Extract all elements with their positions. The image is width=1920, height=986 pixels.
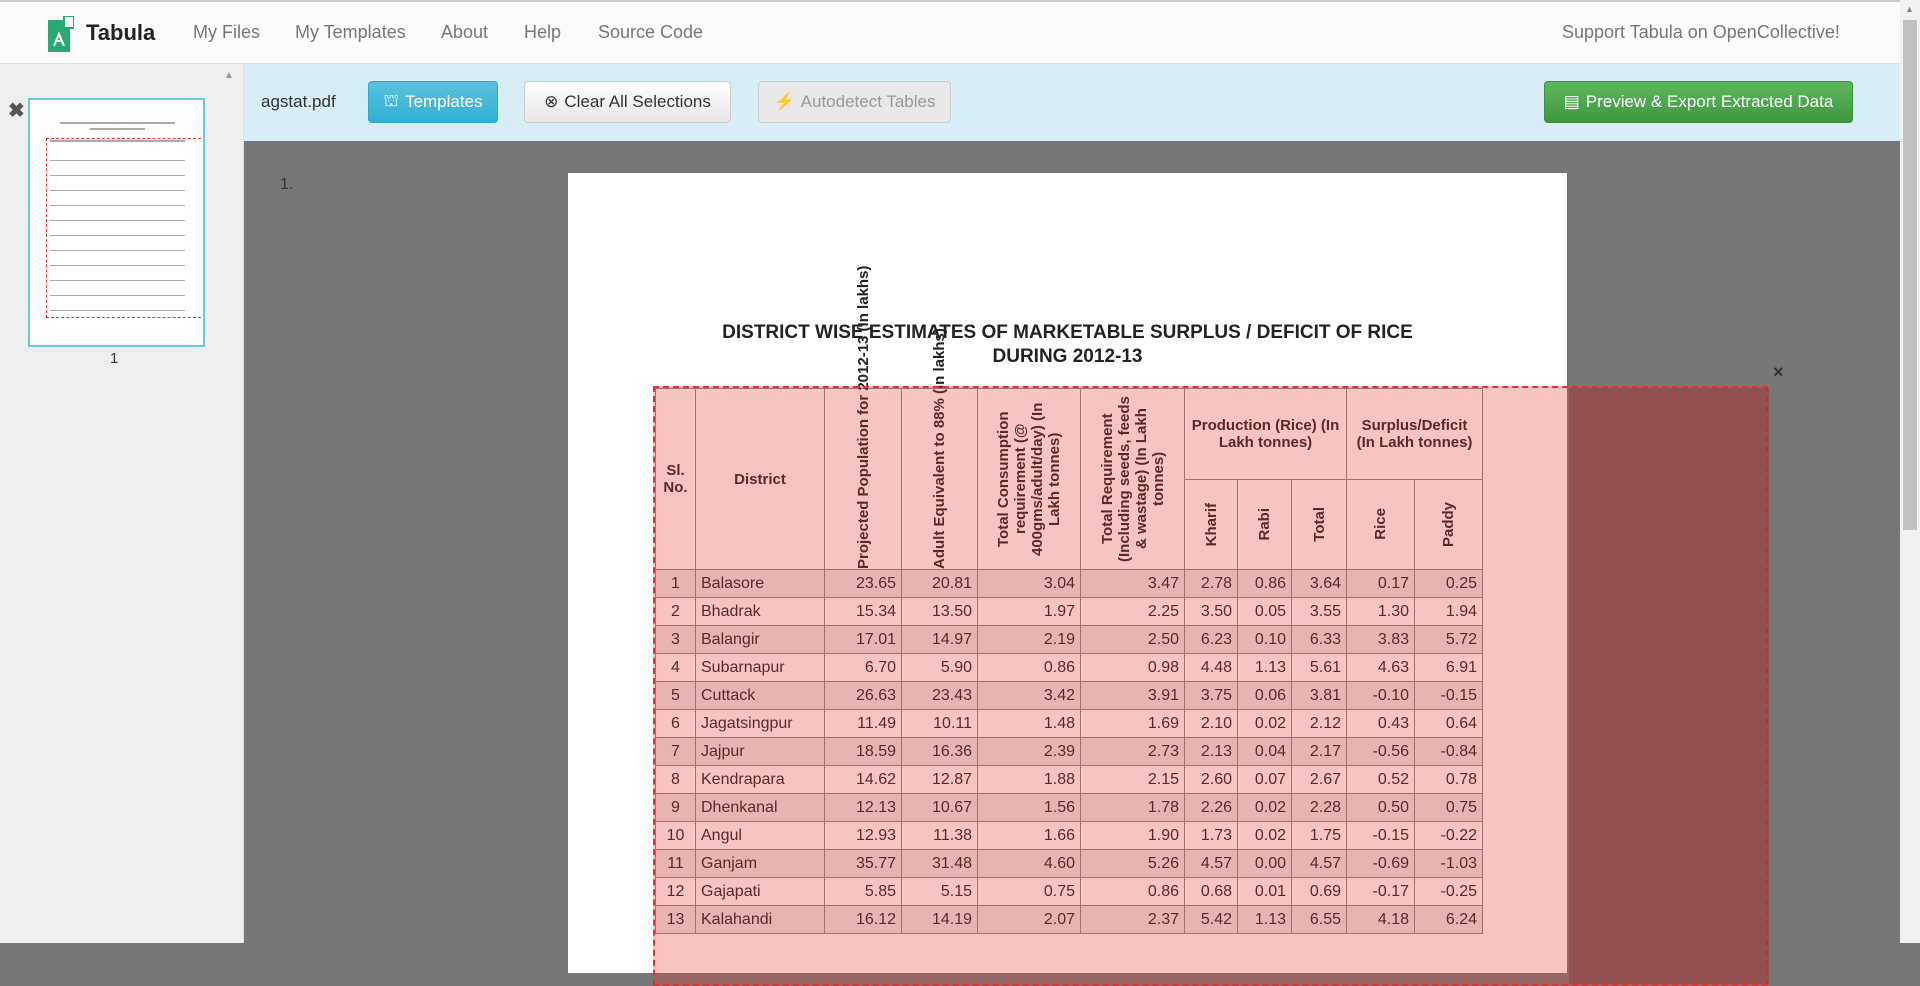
nav-source-code[interactable]: Source Code [598,22,704,42]
table-cell: Dhenkanal [696,794,825,822]
table-cell: 7 [656,738,696,766]
table-cell: 6 [656,710,696,738]
table-cell: 2.50 [1081,626,1185,654]
table-cell: 0.01 [1238,878,1292,906]
table-cell: Jagatsingpur [696,710,825,738]
table-cell: 1.78 [1081,794,1185,822]
table-cell: 14.62 [825,766,902,794]
table-cell: 0.69 [1292,878,1347,906]
table-cell: 1.30 [1347,598,1415,626]
table-cell: 1.75 [1292,822,1347,850]
table-cell: 0.02 [1238,794,1292,822]
table-cell: Kalahandi [696,906,825,934]
table-cell: Ganjam [696,850,825,878]
thumbnail-page-number: 1 [110,350,119,367]
table-cell: Balasore [696,570,825,598]
table-cell: 10 [656,822,696,850]
brand[interactable]: Tabula [86,20,156,45]
table-cell: 2.17 [1292,738,1347,766]
nav-support-link[interactable]: Support Tabula on OpenCollective! [1562,22,1840,42]
table-cell: -0.25 [1415,878,1483,906]
table-cell: 3.55 [1292,598,1347,626]
header-production: Production (Rice) (In Lakh tonnes) [1185,389,1347,480]
table-cell: Subarnapur [696,654,825,682]
table-cell: 16.36 [902,738,978,766]
header-pop: Projected Population for 2012-13 (In lakhs) [825,389,902,570]
table-cell: 0.75 [1415,794,1483,822]
table-cell: Balangir [696,626,825,654]
table-cell: 3.04 [978,570,1081,598]
table-cell: 1.56 [978,794,1081,822]
table-cell: 14.19 [902,906,978,934]
table-cell: 20.81 [902,570,978,598]
table-cell: 1.66 [978,822,1081,850]
page-number-label: 1. [280,176,294,193]
table-cell: -0.69 [1347,850,1415,878]
table-cell: 2 [656,598,696,626]
table-cell: 2.26 [1185,794,1238,822]
table-cell: 0.52 [1347,766,1415,794]
table-cell: 3 [656,626,696,654]
table-cell: 11.49 [825,710,902,738]
table-cell: 1.73 [1185,822,1238,850]
table-cell: 10.11 [902,710,978,738]
table-cell: 2.25 [1081,598,1185,626]
table-cell: Cuttack [696,682,825,710]
table-cell: 4.57 [1185,850,1238,878]
table-cell: 1.88 [978,766,1081,794]
page-scrollbar[interactable] [1900,0,1920,943]
table-cell: 6.24 [1415,906,1483,934]
table-cell: 31.48 [902,850,978,878]
table-cell: Bhadrak [696,598,825,626]
table-cell: 3.42 [978,682,1081,710]
table-cell: 0.17 [1347,570,1415,598]
table-cell: Kendrapara [696,766,825,794]
table-cell: 23.43 [902,682,978,710]
table-cell: 0.00 [1238,850,1292,878]
filename: agstat.pdf [261,92,336,111]
table-cell: 2.07 [978,906,1081,934]
table-cell: 12.13 [825,794,902,822]
table-cell: 11 [656,850,696,878]
table-cell: 1.13 [1238,654,1292,682]
header-surplus: Surplus/Deficit (In Lakh tonnes) [1347,389,1483,480]
table-cell: 3.64 [1292,570,1347,598]
table-cell: 0.68 [1185,878,1238,906]
table-cell: 5.42 [1185,906,1238,934]
table-cell: 9 [656,794,696,822]
table-cell: 4.63 [1347,654,1415,682]
table-cell: 0.07 [1238,766,1292,794]
table-cell: 2.73 [1081,738,1185,766]
table-cell: 0.86 [978,654,1081,682]
scroll-up-arrow[interactable]: ▲ [1905,4,1914,14]
table-cell: -0.17 [1347,878,1415,906]
table-cell: 4.48 [1185,654,1238,682]
table-cell: 2.37 [1081,906,1185,934]
table-cell: 0.64 [1415,710,1483,738]
table-cell: 3.47 [1081,570,1185,598]
table-cell: -0.84 [1415,738,1483,766]
navbar [0,0,1900,64]
table-cell: 0.02 [1238,822,1292,850]
table-cell: 5.85 [825,878,902,906]
table-cell: 0.75 [978,878,1081,906]
header-kharif: Kharif [1185,479,1238,570]
table-cell: 6.55 [1292,906,1347,934]
header-paddy: Paddy [1415,479,1483,570]
header-requirement: Total Requirement (Including seeds, feeds & wastage) (In Lakh tonnes) [1081,389,1185,570]
header-rabi: Rabi [1238,479,1292,570]
table-cell: 0.86 [1081,878,1185,906]
table-cell: 16.12 [825,906,902,934]
nav-my-templates[interactable]: My Templates [295,22,406,42]
scroll-up-arrow[interactable]: ▲ [224,70,234,81]
header-adult: Adult Equivalent to 88% (In lakhs) [902,389,978,570]
table-cell: 6.23 [1185,626,1238,654]
selection-close-icon[interactable]: × [1773,362,1784,382]
table-cell: 3.81 [1292,682,1347,710]
table-cell: 5.90 [902,654,978,682]
table-cell: 11.38 [902,822,978,850]
templates-icon: ⛫ [383,91,400,110]
table-cell: -0.56 [1347,738,1415,766]
page-thumbnail[interactable] [28,98,205,347]
table-selection-area[interactable] [653,386,1768,986]
table-cell: 23.65 [825,570,902,598]
table-cell: 2.19 [978,626,1081,654]
table-cell: -0.15 [1347,822,1415,850]
nav-about[interactable]: About [441,22,489,42]
nav-my-files[interactable]: My Files [193,22,260,42]
table-cell: 3.50 [1185,598,1238,626]
table-cell: 12 [656,878,696,906]
table-cell: 2.12 [1292,710,1347,738]
table-cell: 5.61 [1292,654,1347,682]
table-cell: 4.18 [1347,906,1415,934]
table-cell: 1.13 [1238,906,1292,934]
table-cell: 12.93 [825,822,902,850]
table-cell: 4.57 [1292,850,1347,878]
table-cell: 2.39 [978,738,1081,766]
table-cell: -0.22 [1415,822,1483,850]
table-cell: 1.69 [1081,710,1185,738]
table-cell: 2.78 [1185,570,1238,598]
table-cell: 4 [656,654,696,682]
remove-circle-icon: ⊗ [544,92,559,111]
table-cell: 0.50 [1347,794,1415,822]
table-cell: 0.05 [1238,598,1292,626]
table-cell: 5.72 [1415,626,1483,654]
document-title: DISTRICT WISE ESTIMATES OF MARKETABLE SURPLUS / DEFICIT OF RICE DURING 2012-13 [722,322,1413,367]
table-cell: -0.10 [1347,682,1415,710]
table-cell: 0.02 [1238,710,1292,738]
table-cell: 0.10 [1238,626,1292,654]
table-cell: 0.25 [1415,570,1483,598]
table-cell: 3.83 [1347,626,1415,654]
tabula-logo-icon[interactable] [48,16,74,52]
table-cell: 10.67 [902,794,978,822]
table-cell: 5 [656,682,696,710]
table-cell: 0.04 [1238,738,1292,766]
table-cell: Angul [696,822,825,850]
table-cell: 2.60 [1185,766,1238,794]
table-cell: 1.48 [978,710,1081,738]
header-district: District [696,389,825,570]
table-cell: 0.86 [1238,570,1292,598]
table-cell: 6.33 [1292,626,1347,654]
templates-button[interactable]: ⛫ Templates [368,81,498,123]
table-cell: 5.26 [1081,850,1185,878]
table-cell: 2.28 [1292,794,1347,822]
close-icon[interactable]: ✖ [8,100,25,122]
table-cell: 2.13 [1185,738,1238,766]
clear-all-selections-button[interactable]: ⊗ Clear All Selections [524,81,731,123]
table-cell: 17.01 [825,626,902,654]
thumbnail-selection [46,138,205,318]
table-cell: 35.77 [825,850,902,878]
table-cell: 4.60 [978,850,1081,878]
table-cell: 6.91 [1415,654,1483,682]
table-cell: 2.15 [1081,766,1185,794]
table-cell: 15.34 [825,598,902,626]
nav-help[interactable]: Help [524,22,562,42]
table-cell: 1.97 [978,598,1081,626]
table-cell: 0.98 [1081,654,1185,682]
table-cell: Gajapati [696,878,825,906]
table-cell: 26.63 [825,682,902,710]
table-cell: Jajpur [696,738,825,766]
header-consumption: Total Consumption requirement (@ 400gms/adult/day) (In Lakh tonnes) [978,389,1081,570]
table-cell: 5.15 [902,878,978,906]
table-cell: 13 [656,906,696,934]
toolbar [244,64,1900,141]
page-sidebar [0,64,244,943]
table-cell: 0.43 [1347,710,1415,738]
list-icon: ▤ [1563,92,1580,111]
header-total: Total [1292,479,1347,570]
table-cell: 1.90 [1081,822,1185,850]
table-cell: 6.70 [825,654,902,682]
flash-icon: ⚡ [773,92,795,111]
table-cell: 2.10 [1185,710,1238,738]
table-cell: 0.06 [1238,682,1292,710]
table-cell: 3.75 [1185,682,1238,710]
table-cell: 0.78 [1415,766,1483,794]
header-sl: Sl. No. [656,389,696,570]
autodetect-tables-button[interactable]: ⚡ Autodetect Tables [758,81,951,123]
table-cell: 2.67 [1292,766,1347,794]
table-cell: -0.15 [1415,682,1483,710]
table-cell: 18.59 [825,738,902,766]
table-cell: 1.94 [1415,598,1483,626]
table-cell: 13.50 [902,598,978,626]
table-cell: -1.03 [1415,850,1483,878]
table-cell: 1 [656,570,696,598]
table-cell: 3.91 [1081,682,1185,710]
table-cell: 8 [656,766,696,794]
preview-export-button[interactable]: ▤ Preview & Export Extracted Data [1544,81,1853,123]
header-rice: Rice [1347,479,1415,570]
table-cell: 12.87 [902,766,978,794]
table-cell: 14.97 [902,626,978,654]
